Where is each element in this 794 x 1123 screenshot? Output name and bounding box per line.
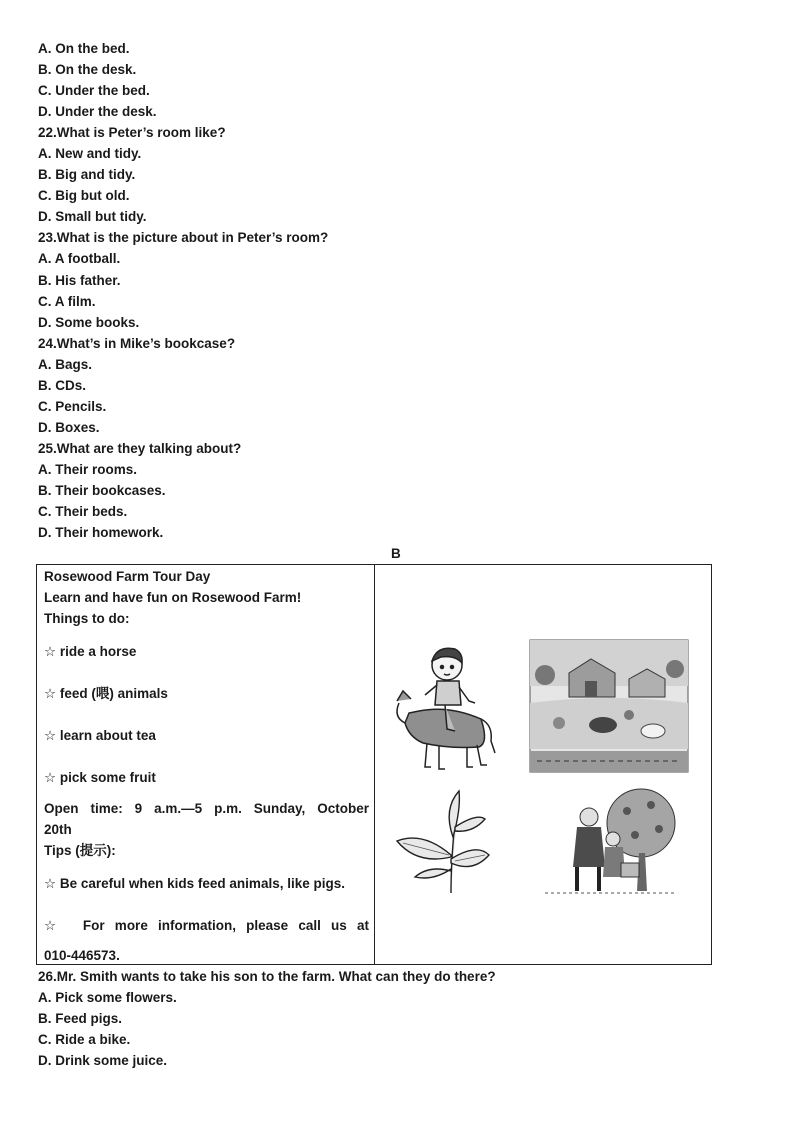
star-icon: ☆ [44,770,57,785]
star-icon: ☆ [44,876,57,891]
q22-option-a: A. New and tidy. [38,146,142,161]
activity-label: learn about tea [59,728,156,743]
activity-label: feed (喂) animals [59,686,168,701]
q24-option-c: C. Pencils. [38,399,107,414]
q24-option-b: B. CDs. [38,378,87,393]
q25-option-a: A. Their rooms. [38,462,138,477]
star-icon: ☆ [44,918,63,933]
q21-option-c: C. Under the bed. [38,83,150,98]
star-icon: ☆ [44,728,57,743]
q21-option-b: B. On the desk. [38,62,137,77]
q25-option-d: D. Their homework. [38,525,164,540]
q24-question: 24.What’s in Mike’s bookcase? [38,336,236,351]
q24-option-a: A. Bags. [38,357,93,372]
section-letter: B [391,546,401,561]
tip-text: Be careful when kids feed animals, like pigs. [59,876,345,891]
q23-option-a: A. A football. [38,251,121,266]
activity-feed-animals [44,684,168,704]
tip-call-line1 [44,916,369,936]
q22-option-d: D. Small but tidy. [38,209,147,224]
q22-question: 22.What is Peter’s room like? [38,125,226,140]
q26-option-a: A. Pick some flowers. [38,990,177,1005]
q23-option-b: B. His father. [38,273,121,288]
phone-number: 010-446573. [44,948,120,963]
q23-option-d: D. Some books. [38,315,140,330]
ad-title: Rosewood Farm Tour Day [44,569,211,584]
farm-ad-table [36,564,712,965]
horse-riding-picture [389,643,499,773]
activity-pick-fruit [44,768,156,788]
activity-label: pick some fruit [59,770,156,785]
q22-option-b: B. Big and tidy. [38,167,136,182]
tips-label: Tips (提示): [44,843,116,858]
q25-question: 25.What are they talking about? [38,441,242,456]
q25-option-c: C. Their beds. [38,504,128,519]
tip-text: For more information, please call us at [82,918,369,933]
open-time-line2: 20th [44,822,72,837]
q23-option-c: C. A film. [38,294,96,309]
farm-scene-picture [529,639,689,773]
q25-option-b: B. Their bookcases. [38,483,166,498]
q22-option-c: C. Big but old. [38,188,130,203]
fruit-picking-picture [541,783,681,897]
q26-option-d: D. Drink some juice. [38,1053,168,1068]
q24-option-d: D. Boxes. [38,420,100,435]
q21-option-d: D. Under the desk. [38,104,157,119]
tea-leaves-picture [393,785,493,895]
q26-option-c: C. Ride a bike. [38,1032,131,1047]
activity-learn-tea [44,726,156,746]
open-time-line1: Open time: 9 a.m.—5 p.m. Sunday, October [44,801,369,816]
star-icon: ☆ [44,686,57,701]
things-to-do-label: Things to do: [44,611,130,626]
activity-ride-horse [44,642,136,662]
star-icon: ☆ [44,644,57,659]
tip-careful [44,874,345,894]
activity-label: ride a horse [59,644,137,659]
table-divider [374,565,375,964]
q26-question: 26.Mr. Smith wants to take his son to the farm. What can they do there? [38,969,496,984]
q21-option-a: A. On the bed. [38,41,130,56]
q23-question: 23.What is the picture about in Peter’s room? [38,230,329,245]
q26-option-b: B. Feed pigs. [38,1011,123,1026]
ad-slogan: Learn and have fun on Rosewood Farm! [44,590,302,605]
